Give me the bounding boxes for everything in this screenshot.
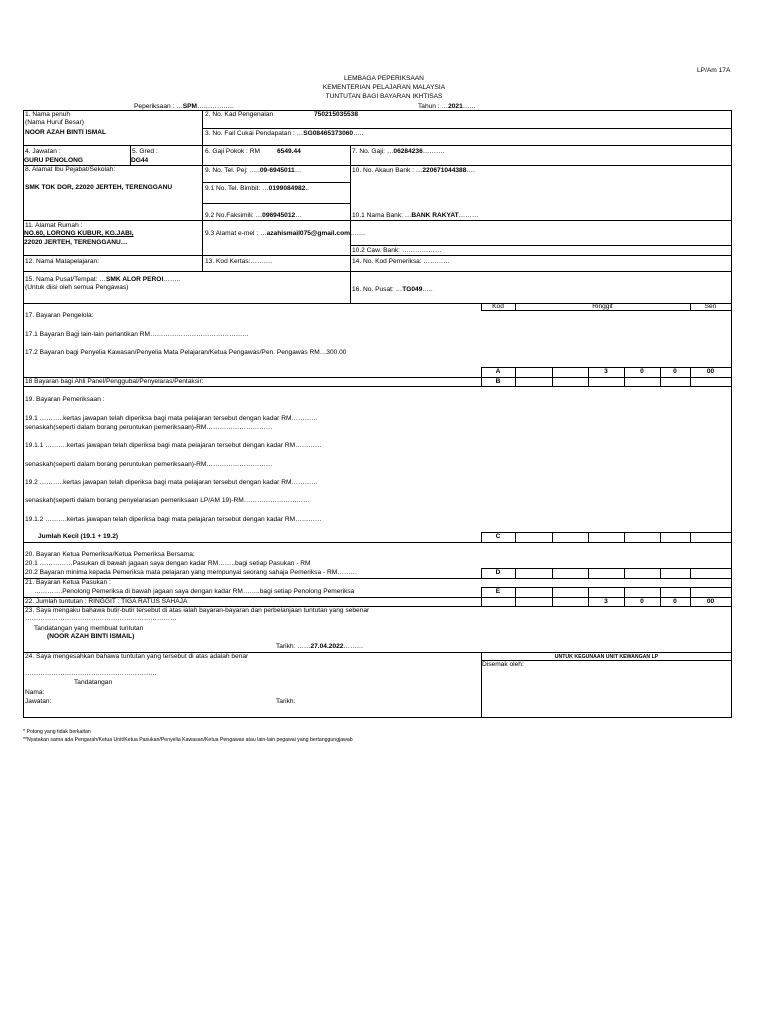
total-digit-1: 3: [604, 598, 608, 605]
mobile-tel-field: 9.1 No. Tel. Bimbit: …0199084982..: [205, 185, 309, 192]
email-field: 9.3 Alamat e-mel : …azahismail075@gmail.com…….: [205, 230, 366, 237]
s24-sign-label: Tandatangan: [74, 679, 113, 686]
s20-2: 20.2 Bayaran minima kepada Pemeriksa mata pelajaran yang mempunyai seorang sahaja Pemeriksa - RM………: [25, 569, 358, 576]
f6-label: 6. Gaji Pokok : RM: [205, 148, 260, 155]
footnote-1: * Potong yang tidak berkaitan: [23, 729, 91, 735]
a-digit-3: 0: [673, 368, 677, 375]
col-ringgit: Ringgit: [592, 303, 613, 310]
footnote-2: **Nyatakan sama ada Pengarah/Ketua Unit/Ketua Pasukan/Penyelia Kawasan/Ketua Pengawas atau lain-lain pegawai yang bertanggungjawab: [23, 737, 353, 743]
exam-value: SPM: [182, 103, 198, 110]
code-a: A: [495, 368, 501, 375]
center-no-value: TG049: [402, 286, 423, 293]
f2-label: 2. No. Kad Pengenalan: [205, 111, 274, 118]
grade-value: DG44: [131, 157, 149, 164]
s21-title: 21. Bayaran Ketua Pasukan :: [25, 579, 111, 586]
year-field: Tahun : …2021……: [418, 103, 476, 110]
code-c: C: [495, 533, 501, 540]
s19-1a: 19.1 ………..kertas jawapan telah diperiksa bagi mata pelajaran tersebut dengan kadar RM…………: [25, 415, 318, 422]
s19-1-1b: senaskah(seperti dalam borang peruntukan pemeriksaan)-RM…………………………: [25, 461, 273, 468]
fax-field: 9.2 No.Faksimili: …096945012…: [205, 212, 302, 219]
center-name-field: 15. Nama Pusat/Tempat: …SMK ALOR PEROI……..: [25, 276, 181, 283]
home-address-line1: NO.60, LORONG KUBUR, KG.JABI,: [24, 230, 134, 237]
header-line3: TUNTUTAN BAGI BAYARAN IKHTISAS: [325, 93, 443, 100]
s19-1-2: 19.1.2 ……….kertas jawapan telah diperiksa bagi mata pelajaran tersebut dengan kadar RM…………: [25, 516, 322, 523]
bank-name-field: 10.1 Nama Bank: …BANK RAKYAT………: [352, 212, 479, 219]
code-d: D: [495, 569, 501, 576]
salary-no-value: 06284236: [393, 148, 423, 155]
s17-2: 17.2 Bayaran bagi Penyelia Kawasan/Penyelia Mata Pelajaran/Ketua Pengawas/Pen. Pengawas RM…300.00: [25, 349, 347, 356]
s23-sign-line: ……………………………………………………………: [25, 615, 177, 622]
total-digit-2: 0: [640, 598, 644, 605]
a-sen: 00: [706, 368, 715, 375]
col-kod: Kod: [492, 303, 504, 310]
s21-1: ………….Penolong Pemeriksa di bawah jagaan saya dengan kadar RM……..bagi setiap Penolong Pemeriksa: [34, 588, 355, 595]
header-line1: LEMBAGA PEPERIKSAAN: [344, 75, 424, 82]
s24-name-label: Nama:: [25, 689, 45, 696]
exam-field: Peperiksaan : …SPM……………..: [134, 103, 234, 110]
bank-name-value: BANK RAKYAT: [411, 212, 459, 219]
s17-1: 17.1 Bayaran Bagi lain-lain perlantikan RM………………………………………: [25, 331, 249, 338]
s22-text: 22. Jumlah tuntutan : RINGGIT : TIGA RATUS SAHAJA: [25, 598, 188, 605]
s20-1: 20.1 ……………Pasukan di bawah jagaan saya dengan kadar RM……..bagi setiap Pasukan - RM: [25, 560, 311, 567]
s23-text: 23. Saya mengaku bahawa butir-butir tersebut di atas ialah bayaran-bayaran dan perbelanjaan tuntutan yang sebenar: [25, 607, 370, 614]
office-tel-value: 09-6945011: [259, 167, 295, 174]
f5-label: 5. Gred :: [132, 148, 158, 155]
f8-label: 8. Alamat Ibu Pejabat/Sekolah:: [25, 166, 116, 173]
paper-code-field: 13. Kod Kertas:……….: [205, 258, 273, 265]
subtotal-label: Jumlah Kecil (19.1 + 19.2): [38, 533, 119, 540]
salary-no-field: 7. No. Gaji: …06284236……….: [352, 148, 445, 155]
header-line2: KEMENTERIAN PELAJARAN MALAYSIA: [322, 84, 446, 91]
position-value: GURU PENOLONG: [24, 157, 83, 164]
s24-position-label: Jawatan:: [25, 698, 52, 705]
finance-office-title: UNTUK KEGUNAAN UNIT KEWANGAN LP: [554, 654, 659, 660]
email-value: azahismail075@gmail.com: [266, 230, 350, 237]
year-value: 2021: [448, 103, 463, 110]
a-digit-1: 3: [604, 368, 608, 375]
home-address-line2: 22020 JERTEH, TERENGGANU…: [24, 239, 128, 246]
s19-1-1a: 19.1.1 ……….kertas jawapan telah diperiksa bagi mata pelajaran tersebut dengan kadar RM…………: [25, 442, 322, 449]
s17-title: 17. Bayaran Pengelola:: [25, 312, 94, 319]
tax-file-field: 3. No. Fail Cukai Pendapatan : …SG08465373060…..: [205, 130, 364, 137]
salary-value: 6549.44: [277, 148, 301, 155]
fax-value: 096945012: [262, 212, 296, 219]
s19-1b: senaskah(seperti dalam borang peruntukan pemeriksaan)-RM…………………………: [25, 424, 273, 431]
subject-field: 12. Nama Matapelajaran:: [25, 258, 100, 265]
tax-file-value: SG08465373060: [303, 130, 354, 137]
center-name-sub: (Untuk diisi oleh semua Pengawas): [25, 284, 129, 291]
center-no-field: 16. No. Pusat: …TG049…..: [352, 286, 433, 293]
code-e: E: [495, 588, 501, 595]
ic-number-value: 750215035538: [314, 111, 359, 118]
a-digit-2: 0: [640, 368, 644, 375]
s19-2b: senaskah(seperti dalam borang penyelarasan pemeriksaan LP/AM 19)-RM…………………………: [25, 497, 310, 504]
s23-date-field: Tarikh: ……27.04.2022………: [276, 643, 364, 650]
checked-by-label: Disemak oleh:: [482, 661, 524, 668]
examiner-code-field: 14. No. Kod Pemeriksa: …………: [352, 258, 450, 265]
f11-label: 11. Alamat Rumah :: [25, 222, 83, 229]
s19-title: 19. Bayaran Pemeriksaan :: [25, 396, 105, 403]
claimant-name: (NOOR AZAH BINTI ISMAIL): [47, 633, 135, 640]
center-name-value: SMK ALOR PEROI: [106, 276, 164, 283]
f1-sub: (Nama Huruf Besar): [25, 119, 84, 126]
s18-text: 18 Bayaran bagi Ahli Panel/Penggubal/Penyelaras/Pentaksir:: [25, 378, 204, 385]
s24-sign-line: ……………………………………………………: [25, 670, 157, 677]
bank-account-value: 220671044388: [422, 167, 467, 174]
claim-date-value: 27.04.2022: [310, 643, 344, 650]
s24-date-label: Tarikh:: [276, 698, 296, 705]
col-sen: Sen: [704, 303, 717, 310]
f1-label: 1. Nama penuh: [25, 111, 71, 118]
total-digit-3: 0: [673, 598, 677, 605]
full-name-value: NOOR AZAH BINTI ISMAL: [25, 129, 107, 136]
s19-2a: 19.2 ………..kertas jawapan telah diperiksa bagi mata pelajaran tersebut dengan kadar RM…………: [25, 479, 318, 486]
mobile-tel-value: 0199084982: [268, 185, 306, 192]
total-sen: 00: [706, 598, 715, 605]
form-code: LP/Am 17A: [697, 67, 731, 74]
s23-sign-label: Tandatangan yang membuat tuntutan: [34, 625, 144, 632]
bank-account-field: 10. No. Akaun Bank : …220671044388….: [352, 167, 475, 174]
code-b: B: [495, 378, 501, 385]
s20-title: 20. Bayaran Ketua Pemeriksa/Ketua Pemeriksa Bersama:: [25, 551, 195, 558]
bank-branch-field: 10.2 Caw. Bank: ………………: [352, 247, 442, 254]
f4-label: 4. Jawatan :: [25, 148, 61, 155]
office-tel-field: 9. No. Tel. Pej: …..09-6945011…: [205, 167, 302, 174]
office-address-value: SMK TOK DOR, 22020 JERTEH, TERENGGANU: [25, 184, 173, 191]
s24-text: 24. Saya mengesahkan bahawa tuntutan yang tersebut di atas adalah benar: [25, 653, 249, 660]
